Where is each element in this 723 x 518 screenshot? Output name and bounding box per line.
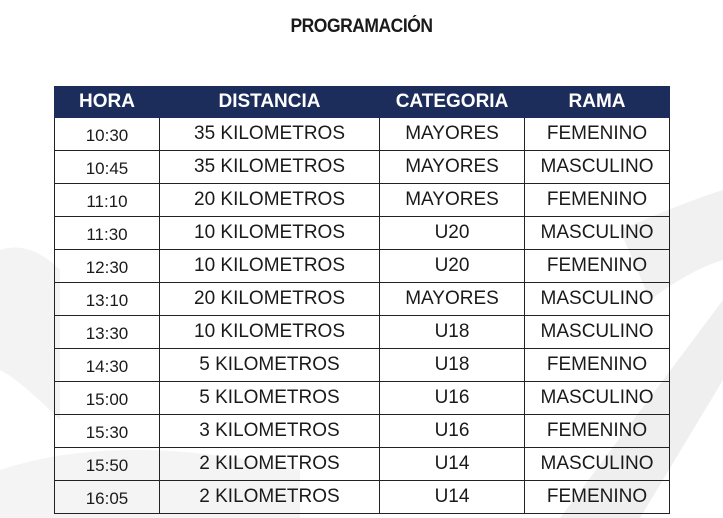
cell-distancia: 5 KILOMETROS: [160, 382, 380, 415]
header-row: [55, 87, 670, 118]
header-rama: RAMA: [525, 87, 670, 118]
table-row: [55, 316, 670, 349]
cell-hora: 10:30: [55, 118, 160, 151]
page-title: PROGRAMACIÓN: [290, 16, 433, 37]
cell-hora: 14:30: [55, 349, 160, 382]
cell-hora: 11:10: [55, 184, 160, 217]
cell-rama: MASCULINO: [525, 283, 670, 316]
cell-categoria: U18: [380, 349, 525, 382]
table-row: [55, 349, 670, 382]
cell-categoria: MAYORES: [380, 283, 525, 316]
table-header: [55, 87, 670, 118]
cell-categoria: MAYORES: [380, 184, 525, 217]
cell-rama: FEMENINO: [525, 349, 670, 382]
cell-distancia: 35 KILOMETROS: [160, 151, 380, 184]
table-row: [55, 481, 670, 514]
cell-hora: 15:50: [55, 448, 160, 481]
cell-categoria: U14: [380, 481, 525, 514]
cell-rama: FEMENINO: [525, 481, 670, 514]
header-distancia: DISTANCIA: [160, 87, 380, 118]
table-row: [55, 415, 670, 448]
cell-rama: FEMENINO: [525, 250, 670, 283]
cell-distancia: 10 KILOMETROS: [160, 250, 380, 283]
cell-distancia: 3 KILOMETROS: [160, 415, 380, 448]
table-row: [55, 250, 670, 283]
cell-categoria: U18: [380, 316, 525, 349]
cell-distancia: 35 KILOMETROS: [160, 118, 380, 151]
cell-hora: 15:00: [55, 382, 160, 415]
cell-hora: 13:30: [55, 316, 160, 349]
table-row: [55, 382, 670, 415]
cell-categoria: U20: [380, 250, 525, 283]
cell-categoria: U14: [380, 448, 525, 481]
cell-distancia: 20 KILOMETROS: [160, 184, 380, 217]
cell-hora: 12:30: [55, 250, 160, 283]
schedule-table: [54, 86, 670, 514]
cell-rama: FEMENINO: [525, 118, 670, 151]
cell-rama: MASCULINO: [525, 382, 670, 415]
cell-hora: 11:30: [55, 217, 160, 250]
cell-rama: MASCULINO: [525, 217, 670, 250]
cell-distancia: 20 KILOMETROS: [160, 283, 380, 316]
cell-distancia: 2 KILOMETROS: [160, 481, 380, 514]
cell-distancia: 10 KILOMETROS: [160, 217, 380, 250]
table-row: [55, 151, 670, 184]
cell-categoria: MAYORES: [380, 151, 525, 184]
cell-rama: MASCULINO: [525, 151, 670, 184]
table-row: [55, 217, 670, 250]
cell-hora: 13:10: [55, 283, 160, 316]
cell-categoria: MAYORES: [380, 118, 525, 151]
cell-distancia: 2 KILOMETROS: [160, 448, 380, 481]
cell-categoria: U20: [380, 217, 525, 250]
cell-hora: 16:05: [55, 481, 160, 514]
cell-distancia: 5 KILOMETROS: [160, 349, 380, 382]
header-hora: HORA: [55, 87, 160, 118]
table-row: [55, 283, 670, 316]
header-categoria: CATEGORIA: [380, 87, 525, 118]
table-row: [55, 118, 670, 151]
cell-categoria: U16: [380, 382, 525, 415]
cell-rama: MASCULINO: [525, 448, 670, 481]
cell-hora: 15:30: [55, 415, 160, 448]
table-body: [55, 118, 670, 514]
table-row: [55, 448, 670, 481]
cell-rama: FEMENINO: [525, 415, 670, 448]
cell-rama: FEMENINO: [525, 184, 670, 217]
table-row: [55, 184, 670, 217]
cell-rama: MASCULINO: [525, 316, 670, 349]
cell-hora: 10:45: [55, 151, 160, 184]
watermark-swoosh-left: [0, 248, 60, 421]
cell-distancia: 10 KILOMETROS: [160, 316, 380, 349]
cell-categoria: U16: [380, 415, 525, 448]
